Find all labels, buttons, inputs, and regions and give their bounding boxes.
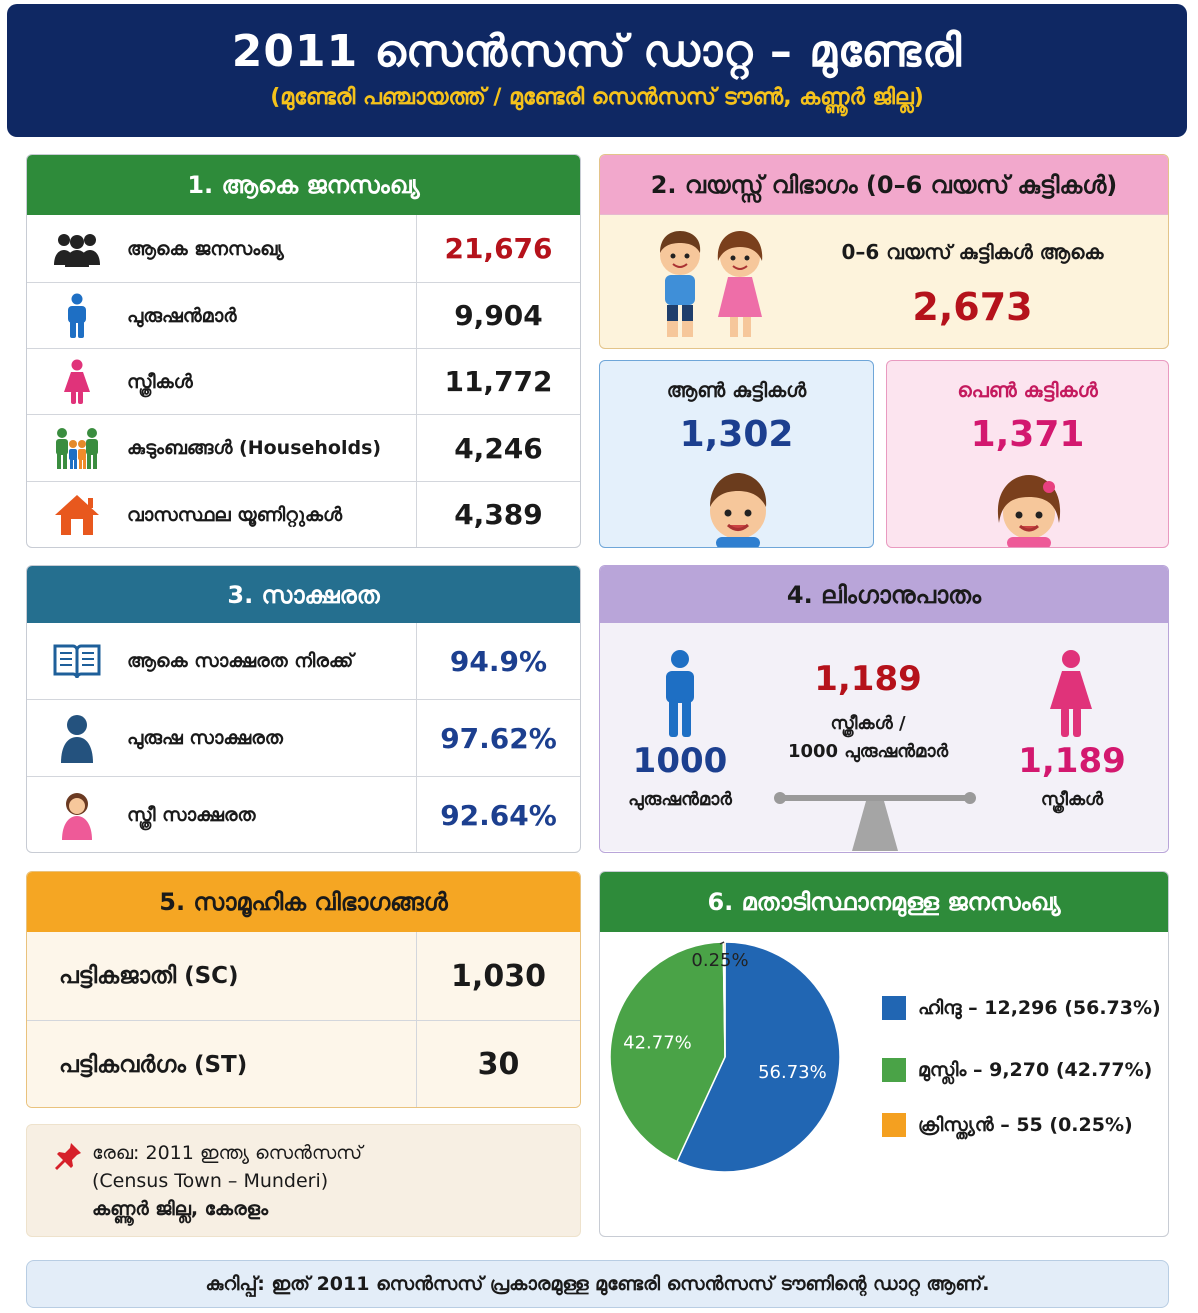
children-illustration (650, 227, 770, 347)
population-row-households (27, 414, 580, 481)
legend-item-2 (882, 1113, 1133, 1137)
population-female-label: സ്ത്രീകൾ (127, 370, 193, 393)
boys-label: ആൺ കുട്ടികൾ (666, 378, 807, 402)
header-banner (7, 4, 1187, 137)
male-figure-icon (660, 649, 700, 737)
social-row-st (27, 1020, 580, 1108)
population-heading: 1. ആകെ ജനസംഖ്യ (27, 155, 580, 215)
population-dwellings-value: 4,389 (416, 482, 580, 547)
population-total-label: ആകെ ജനസംഖ്യ (127, 237, 284, 260)
female-ratio-label: സ്ത്രീകൾ (1040, 789, 1104, 810)
social-heading: 5. സാമൂഹിക വിഭാഗങ്ങൾ (27, 872, 580, 932)
pie-slice-label-1: 42.77% (623, 1032, 692, 1054)
legend-label-2: ക്രിസ്ത്യൻ – 55 (0.25%) (918, 1114, 1133, 1136)
literacy-row-male (27, 699, 580, 776)
social-row-sc (27, 932, 580, 1020)
population-row-female (27, 348, 580, 414)
sex-ratio-body (600, 623, 1168, 851)
page-title: 2011 സെൻസസ് ഡാറ്റ – മുണ്ടേരി (231, 26, 963, 77)
legend-swatch-2 (882, 1113, 906, 1137)
age-panel (599, 154, 1169, 349)
literacy-panel (26, 565, 581, 853)
religion-panel (599, 871, 1169, 1237)
sex-ratio-panel (599, 565, 1169, 853)
religion-heading: 6. മതാടിസ്ഥാനമുള്ള ജനസംഖ്യ (600, 872, 1168, 932)
legend-item-0 (882, 996, 1161, 1020)
social-sc-label: പട്ടികജാതി (SC) (59, 963, 239, 989)
population-total-value: 21,676 (416, 215, 580, 282)
population-panel (26, 154, 581, 548)
population-dwellings-label: വാസസ്ഥല യൂണിറ്റുകൾ (127, 503, 343, 526)
population-female-value: 11,772 (416, 349, 580, 414)
book-icon (53, 642, 101, 680)
legend-label-0: ഹിന്ദു – 12,296 (56.73%) (918, 997, 1161, 1019)
source-line1: രേഖ: 2011 ഇന്ത്യ സെൻസസ് (92, 1142, 363, 1164)
literacy-total-value: 94.9% (416, 623, 580, 699)
population-households-label: കുടുംബങ്ങൾ (Households) (127, 437, 382, 459)
literacy-female-label: സ്ത്രീ സാക്ഷരത (127, 804, 256, 826)
male-ratio-label: പുരുഷൻമാർ (628, 789, 732, 810)
population-male-value: 9,904 (416, 283, 580, 348)
pie-slice-label-0: 56.73% (758, 1061, 827, 1083)
female-icon (62, 359, 92, 405)
age-total-value: 2,673 (912, 285, 1033, 329)
source-line3: കണ്ണൂർ ജില്ല, കേരളം (92, 1198, 269, 1220)
social-st-value: 30 (416, 1021, 580, 1108)
population-row-total (27, 215, 580, 282)
page-subtitle: (മുണ്ടേരി പഞ്ചായത്ത് / മുണ്ടേരി സെൻസസ് ടൗൺ, കണ്ണൂർ ജില്ല) (270, 85, 924, 110)
pie-slice-label-2: 0.25% (691, 950, 749, 972)
girl-face-icon (991, 471, 1067, 548)
footer-note: കുറിപ്പ്: ഇത് 2011 സെൻസസ് പ്രകാരമുള്ള മുണ്ടേരി സെൻസസ് ടൗണിന്റെ ഡാറ്റ ആണ്. (26, 1260, 1169, 1308)
female-ratio-value: 1,189 (1018, 741, 1126, 781)
sex-ratio-heading: 4. ലിംഗാനുപാതം (600, 566, 1168, 623)
pin-icon (53, 1141, 83, 1171)
boy-face-icon (702, 471, 774, 548)
legend-swatch-0 (882, 996, 906, 1020)
people-group-icon (52, 231, 102, 267)
social-panel (26, 871, 581, 1108)
social-sc-value: 1,030 (416, 932, 580, 1020)
ratio-caption-line2: 1000 പുരുഷൻമാർ (787, 741, 949, 762)
boys-card (599, 360, 874, 548)
girls-label: പെൺ കുട്ടികൾ (957, 378, 1098, 402)
literacy-heading: 3. സാക്ഷരത (27, 566, 580, 623)
age-heading: 2. വയസ്സ് വിഭാഗം (0–6 വയസ് കുട്ടികൾ) (600, 155, 1168, 215)
legend-swatch-1 (882, 1058, 906, 1082)
male-ratio-value: 1000 (632, 741, 728, 781)
age-total-label: 0–6 വയസ് കുട്ടികൾ ആകെ (841, 240, 1104, 264)
male-icon (64, 293, 90, 339)
woman-avatar-icon (58, 790, 96, 840)
source-box (26, 1124, 581, 1237)
man-avatar-icon (59, 713, 95, 763)
literacy-male-label: പുരുഷ സാക്ഷരത (127, 727, 283, 749)
literacy-row-female (27, 776, 580, 853)
population-row-dwellings (27, 481, 580, 547)
house-icon (53, 493, 101, 537)
source-line2: (Census Town – Munderi) (92, 1170, 329, 1192)
female-figure-icon (1048, 649, 1094, 737)
ratio-caption-line1: സ്ത്രീകൾ / (830, 713, 906, 734)
social-st-label: പട്ടികവർഗം (ST) (59, 1051, 248, 1078)
population-households-value: 4,246 (416, 415, 580, 481)
literacy-row-total (27, 623, 580, 699)
girls-card (886, 360, 1169, 548)
balance-scale-icon (770, 775, 980, 851)
legend-label-1: മുസ്ലിം – 9,270 (42.77%) (918, 1059, 1153, 1081)
literacy-female-value: 92.64% (416, 777, 580, 853)
ratio-value: 1,189 (814, 659, 922, 699)
legend-item-1 (882, 1058, 1152, 1082)
population-male-label: പുരുഷൻമാർ (127, 304, 237, 327)
literacy-total-label: ആകെ സാക്ഷരത നിരക്ക് (127, 650, 354, 672)
literacy-male-value: 97.62% (416, 700, 580, 776)
family-icon (53, 426, 101, 470)
girls-value: 1,371 (970, 414, 1085, 455)
boys-value: 1,302 (679, 414, 794, 455)
population-row-male (27, 282, 580, 348)
religion-pie-chart (600, 932, 870, 1232)
